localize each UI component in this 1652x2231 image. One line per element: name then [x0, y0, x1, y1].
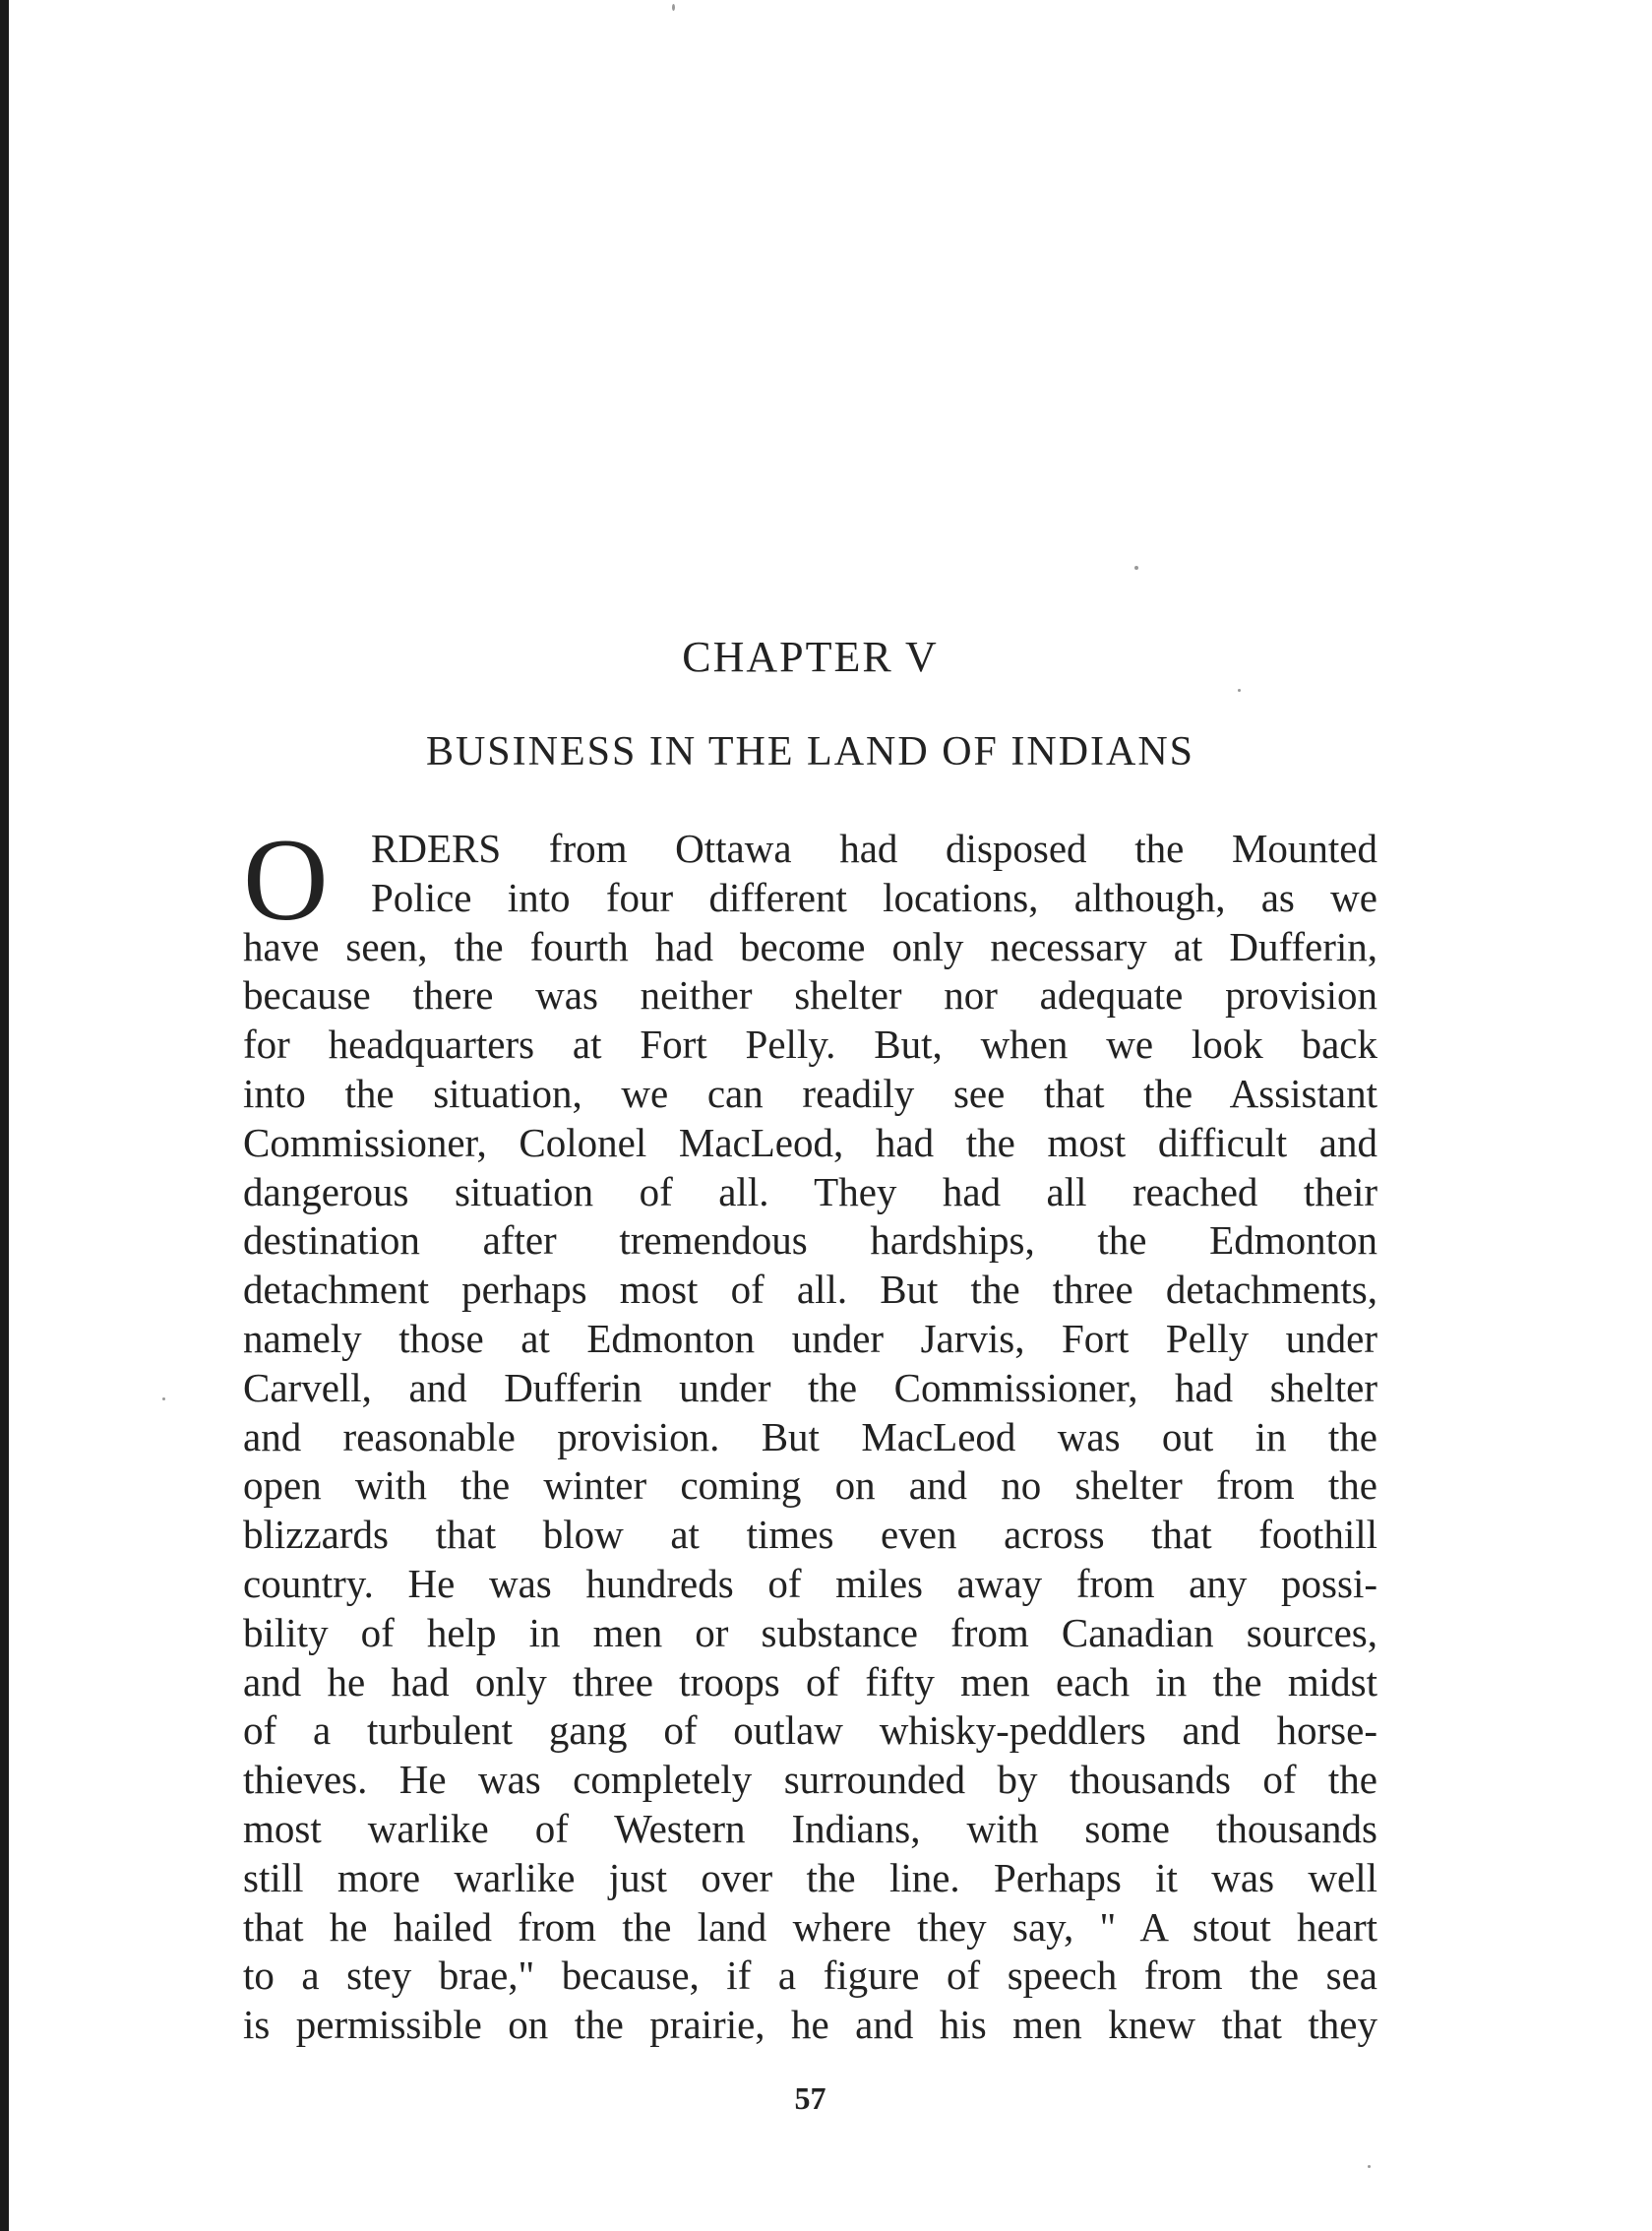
text-line: destination after tremendous hardships, the Edmonton: [243, 1217, 1377, 1264]
text-line: and he had only three troops of fifty men each in the midst: [243, 1658, 1377, 1704]
scan-speck: [162, 1397, 165, 1400]
text-line: bility of help in men or substance from Canadian sources,: [243, 1609, 1377, 1655]
drop-cap: O: [243, 814, 329, 945]
text-line: for headquarters at Fort Pelly. But, when we look back: [243, 1022, 1377, 1068]
text-line: blizzards that blow at times even across that foothill: [243, 1512, 1377, 1558]
text-line: into the situation, we can readily see that the Assistant: [243, 1070, 1377, 1116]
text-line: to a stey brae," because, if a figure of speech from the sea: [243, 1952, 1377, 1999]
text-line: thieves. He was completely surrounded by thousands of the: [243, 1757, 1377, 1803]
text-line: country. He was hundreds of miles away from any possi-: [243, 1560, 1377, 1606]
text-line: that he hailed from the land where they say, " A stout heart: [243, 1903, 1377, 1950]
book-page: [243, 0, 1377, 2231]
body-paragraph: [243, 814, 1377, 2050]
text-line: open with the winter coming on and no shelter from the: [243, 1462, 1377, 1509]
text-line: Commissioner, Colonel MacLeod, had the most difficult and: [243, 1119, 1377, 1165]
text-line: because there was neither shelter nor adequate provision: [243, 972, 1377, 1019]
page-binding-edge: [0, 0, 9, 2231]
text-line: detachment perhaps most of all. But the three detachments,: [243, 1267, 1377, 1313]
text-line: have seen, the fourth had become only necessary at Dufferin,: [243, 923, 1377, 969]
page-number: 57: [794, 2080, 826, 2116]
text-line: RDERS from Ottawa had disposed the Mounted: [371, 826, 1377, 871]
text-line: still more warlike just over the line. Perhaps it was well: [243, 1854, 1377, 1900]
text-line: Police into four different locations, although, as we: [371, 874, 1377, 920]
text-line: Carvell, and Dufferin under the Commissioner, had shelter: [243, 1364, 1377, 1410]
text-line: namely those at Edmonton under Jarvis, Fort Pelly under: [243, 1315, 1377, 1361]
text-line: most warlike of Western Indians, with some thousands: [243, 1805, 1377, 1851]
chapter-number: CHAPTER V: [682, 633, 939, 681]
text-line: is permissible on the prairie, he and his men knew that they: [243, 2002, 1377, 2048]
chapter-title: BUSINESS IN THE LAND OF INDIANS: [425, 729, 1195, 775]
text-line: of a turbulent gang of outlaw whisky-peddlers and horse-: [243, 1707, 1377, 1754]
text-line: and reasonable provision. But MacLeod was out in the: [243, 1413, 1377, 1459]
text-line: dangerous situation of all. They had all reached their: [243, 1168, 1377, 1214]
